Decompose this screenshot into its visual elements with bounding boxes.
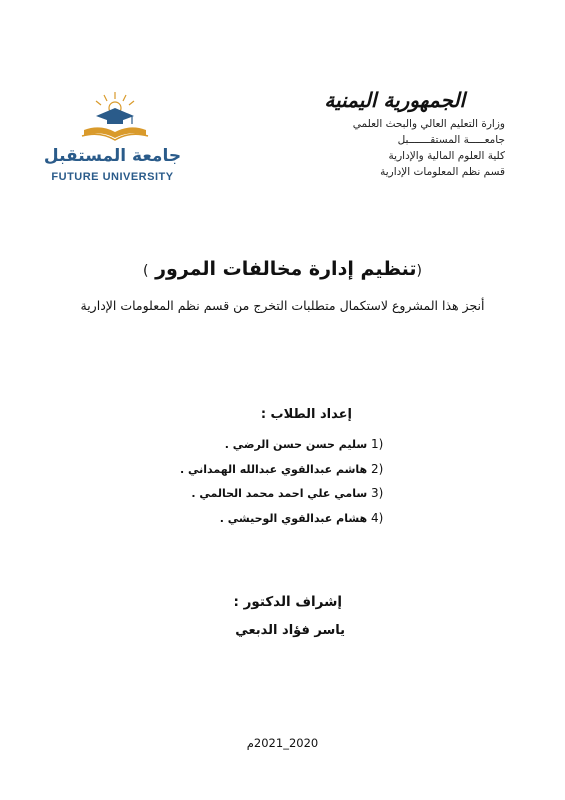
student-number: 3) [371, 486, 384, 500]
supervisor-name: ياسر فؤاد الدبعي [235, 623, 345, 638]
department-line: قسم نظم المعلومات الإدارية [380, 166, 505, 178]
student-number: 2) [371, 461, 384, 476]
ministry-line: وزارة التعليم العالي والبحث العلمي [352, 118, 505, 130]
university-line: جامعـــــة المستقـــــــبل [397, 134, 505, 146]
title-close-paren: ) [143, 263, 149, 279]
university-logo [40, 90, 185, 185]
list-item [145, 432, 405, 457]
institution-header [285, 88, 505, 180]
academic-year: 2020_2021م [246, 736, 319, 750]
book-cap-emblem-icon [80, 90, 150, 146]
title-open-paren: ( [416, 263, 422, 279]
project-subtitle: أنجز هذا المشروع لاستكمال متطلبات التخرج من قسم نظم المعلومات الإدارية [80, 298, 485, 313]
logo-arabic-name: جامعة المستقبل [43, 146, 182, 166]
logo-english-name: FUTURE UNIVERSITY [51, 171, 174, 183]
students-list [145, 432, 405, 530]
project-title [0, 255, 565, 285]
supervisor-label: إشراف الدكتور : [233, 594, 342, 610]
college-line: كلية العلوم المالية والإدارية [388, 150, 505, 162]
student-name: سامي علي احمد محمد الحالمي . [191, 487, 368, 500]
student-name: سليم حسن حسن الرضي . [224, 438, 368, 451]
students-label: إعداد الطلاب : [260, 407, 352, 422]
list-item [145, 506, 405, 531]
student-name: هشام عبدالقوي الوحيشي . [219, 511, 368, 525]
student-number: 1) [371, 437, 384, 451]
student-number: 4) [371, 510, 384, 525]
student-name: هاشم عبدالقوي عبدالله الهمداني . [179, 462, 368, 476]
republic-calligraphy: الجمهورية اليمنية [324, 88, 465, 112]
list-item [145, 481, 405, 506]
list-item [145, 457, 405, 482]
title-text: تنظيم إدارة مخالفات المرور [155, 258, 417, 280]
